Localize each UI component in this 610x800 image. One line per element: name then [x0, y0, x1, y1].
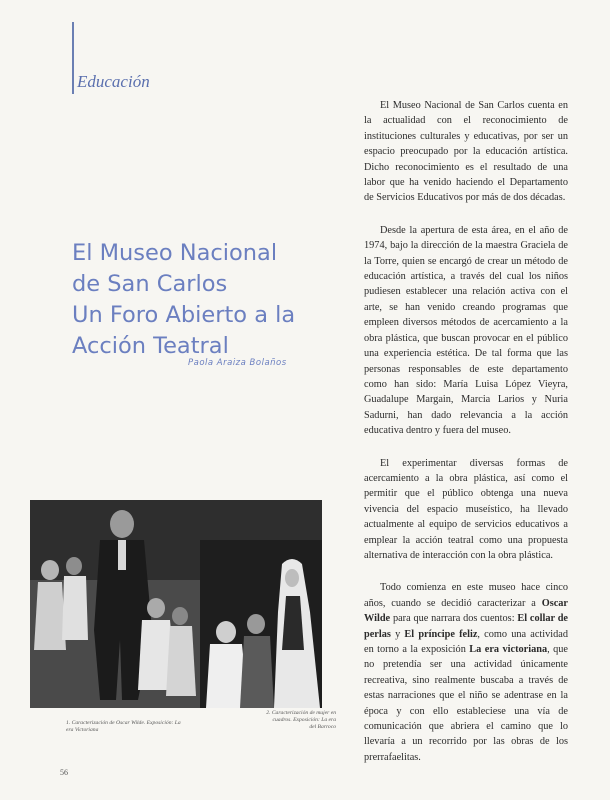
p4-bold-collar: El collar de perlas [364, 613, 568, 640]
page-number: 56 [60, 768, 68, 777]
p4-text-g: , como una actividad en torno a la exposición [364, 628, 569, 655]
author-byline: Paola Araiza Bolaños [188, 358, 287, 368]
paragraph-2: Desde la apertura de esta área, en el año de 1974, bajo la dirección de la maestra Graciela de la Torre, quien se encargó de crear un método de educación artística, a través del cual los niños pudiesen establecer una relación activa con el arte, se han venido creando programas que empleen diversos métodos de acercamiento a la obra plástica, que buscan provocar en el público una experiencia estética. De tal forma que las personas responsables de este departamento como han sido: María Luisa López Vieyra, Guadalupe Margain, Marcia Larios y Nuria Sadurni, han dado relevancia a la acción educativa dentro y fuera del museo. [364, 224, 568, 437]
p4-text-a: Todo comienza en este museo hace cinco años, cuando se decidió caracterizar a [364, 582, 568, 609]
article-title [72, 238, 312, 362]
p4-bold-oscar-wilde: Oscar Wilde [364, 597, 568, 625]
title-line-3: Un Foro Abierto a la [72, 302, 296, 328]
title-line-2: de San Carlos [72, 271, 228, 297]
paragraph-3: El experimentar diversas formas de acercamiento a la obra plástica, así como el permitir que el público obtenga una nueva vivencia del espacio museístico, ha llevado actualmente al equipo de servicios educativos a emplear la acción teatral como una propuesta alternativa de interacción con la obra plástica. [364, 457, 568, 561]
p4-bold-era-victoriana: La era victoriana [469, 644, 548, 655]
photo-caption-1: 1. Caracterización de Oscar Wilde. Exposición: La era Victoriana [66, 720, 181, 733]
section-rule [72, 22, 74, 94]
p4-text-i: , que no pretendía ser una actividad únicamente recreativa, sino realmente buscaba a través de estas narraciones que el niño se adentrase en la época y con ello estableciese una vía de comunicación que abriera el camino que lo llevaría a un recorrido por las obras de los prerrafaelitas. [364, 644, 568, 763]
theatre-photo [30, 500, 322, 708]
article-body [364, 98, 568, 782]
section-label: Educación [77, 72, 150, 91]
p4-bold-principe: El príncipe feliz [404, 628, 478, 640]
p4-text-c: para que narrara dos cuentos: [390, 613, 518, 625]
photo-caption-2: 2. Caracterización de mujer en cuadros. Exposición: La era del Barroco [266, 710, 336, 730]
p4-text-e: y [390, 628, 405, 640]
title-line-4: Acción Teatral [72, 333, 229, 359]
paragraph-1: El Museo Nacional de San Carlos cuenta en la actualidad con el reconocimiento de instituciones culturales y educativas, por ser un espacio preocupado por la educación artística. Dicho reconocimiento es el resultado de una labor que ha venido haciendo el Departamento de Servicios Educativos por más de dos décadas. [364, 100, 568, 204]
title-line-1: El Museo Nacional [72, 240, 278, 266]
paragraph-4 [364, 580, 568, 765]
photo-illustration [30, 500, 322, 708]
